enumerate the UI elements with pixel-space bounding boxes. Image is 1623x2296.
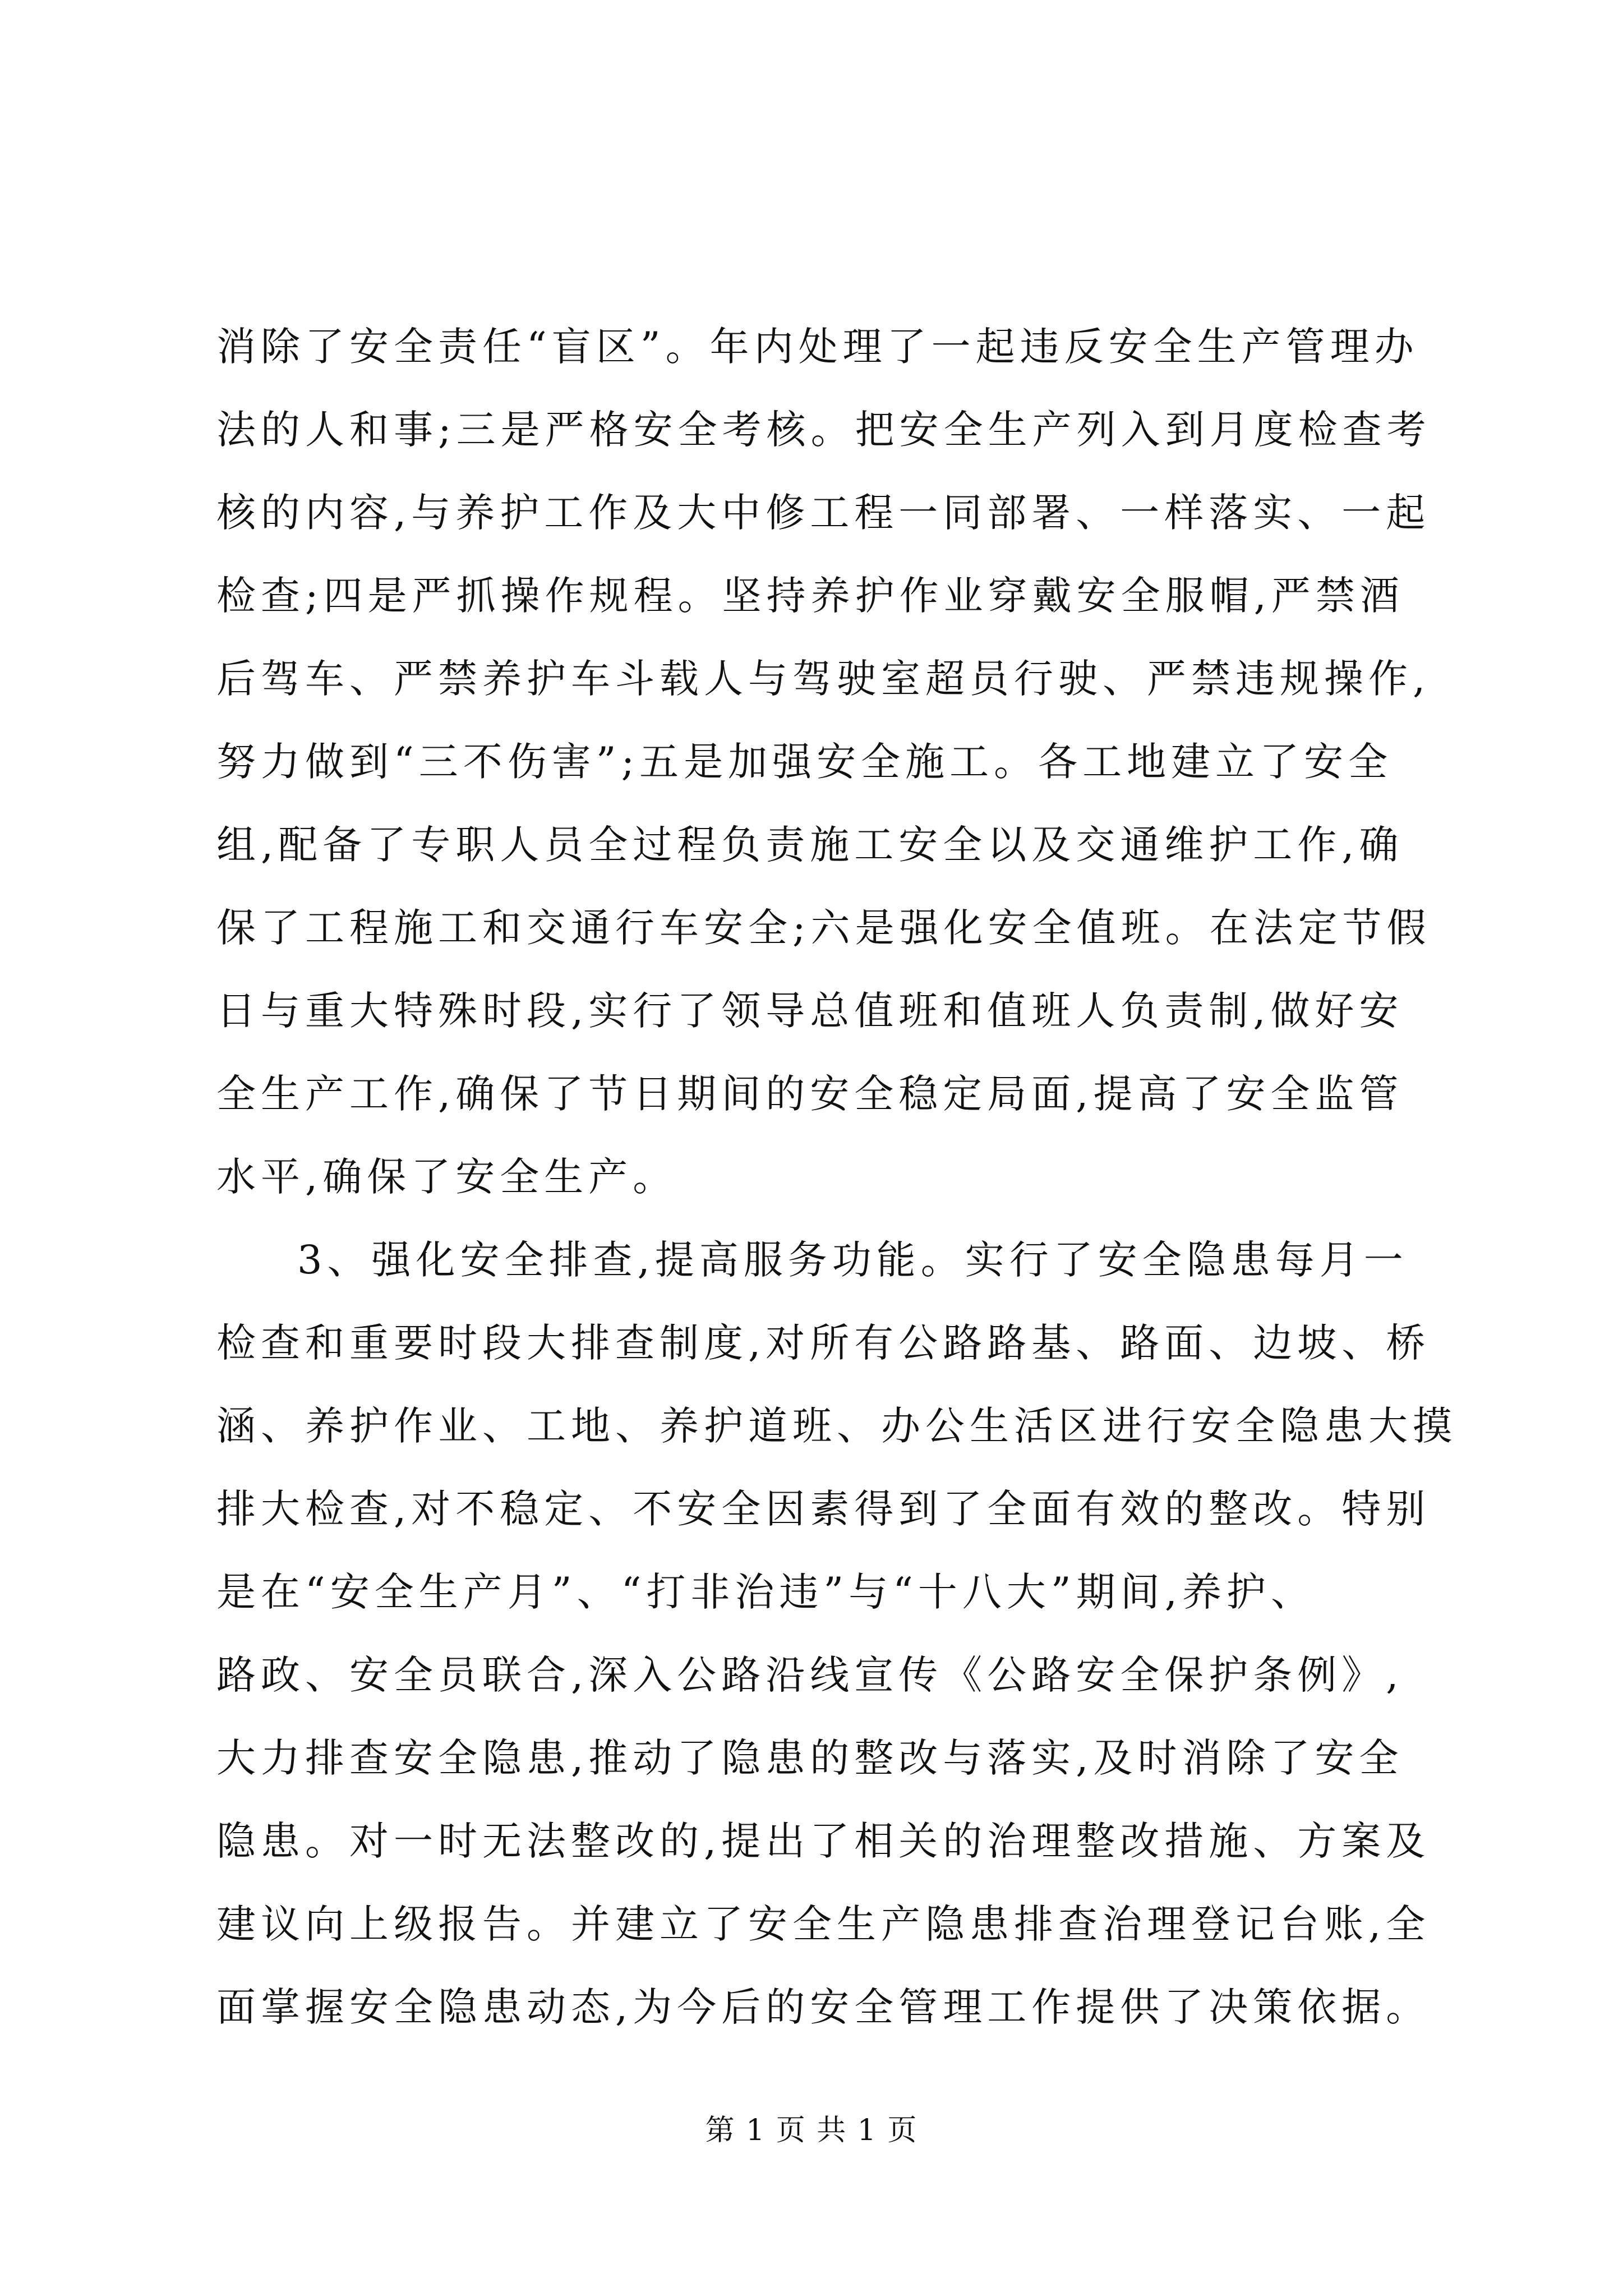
body-text [216, 305, 1457, 2049]
text-line: 建议向上级报告。并建立了安全生产隐患排查治理登记台账,全 [216, 1901, 1431, 1947]
text-line: 水平,确保了安全生产。 [216, 1154, 677, 1200]
text-line: 检查;四是严抓操作规程。坚持养护作业穿戴安全服帽,严禁酒 [216, 573, 1404, 619]
text-line: 路政、安全员联合,深入公路沿线宣传《公路安全保护条例》, [216, 1652, 1404, 1698]
text-line: 排大检查,对不稳定、不安全因素得到了全面有效的整改。特别 [216, 1486, 1431, 1532]
text-line: 涵、养护作业、工地、养护道班、办公生活区进行安全隐患大摸 [216, 1403, 1457, 1449]
text-line: 检查和重要时段大排查制度,对所有公路路基、路面、边坡、桥 [216, 1320, 1431, 1366]
page-footer: 第 1 页 共 1 页 [705, 2114, 918, 2147]
text-line: 日与重大特殊时段,实行了领导总值班和值班人负责制,做好安 [216, 988, 1404, 1034]
text-line: 消除了安全责任“盲区”。年内处理了一起违反安全生产管理办 [216, 324, 1419, 370]
text-line: 全生产工作,确保了节日期间的安全稳定局面,提高了安全监管 [216, 1071, 1404, 1117]
text-line: 核的内容,与养护工作及大中修工程一同部署、一样落实、一起 [216, 490, 1431, 536]
text-line: 大力排查安全隐患,推动了隐患的整改与落实,及时消除了安全 [216, 1735, 1404, 1781]
text-line: 是在“安全生产月”、“打非治违”与“十八大”期间,养护、 [216, 1569, 1315, 1615]
text-line: 保了工程施工和交通行车安全;六是强化安全值班。在法定节假 [216, 905, 1431, 951]
text-line: 法的人和事;三是严格安全考核。把安全生产列入到月度检查考 [216, 407, 1431, 453]
text-line: 面掌握安全隐患动态,为今后的安全管理工作提供了决策依据。 [216, 1984, 1431, 2030]
text-line: 努力做到“三不伤害”;五是加强安全施工。各工地建立了安全 [216, 739, 1393, 785]
text-line: 组,配备了专职人员全过程负责施工安全以及交通维护工作,确 [216, 822, 1404, 868]
text-line: 后驾车、严禁养护车斗载人与驾驶室超员行驶、严禁违规操作, [216, 656, 1431, 702]
paragraph-start-line: 3、强化安全排查,提高服务功能。实行了安全隐患每月一 [297, 1237, 1408, 1283]
text-line: 隐患。对一时无法整改的,提出了相关的治理整改措施、方案及 [216, 1818, 1431, 1864]
